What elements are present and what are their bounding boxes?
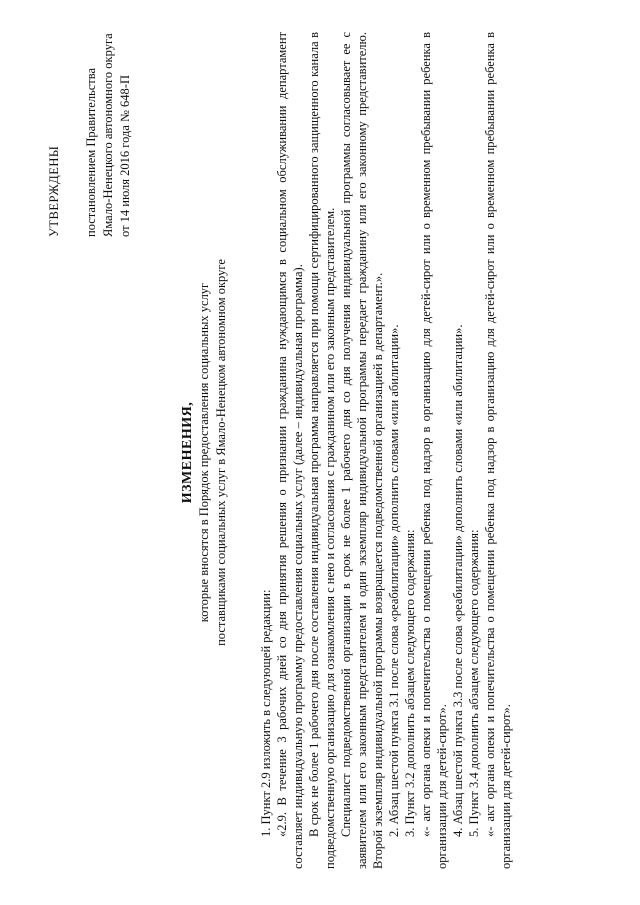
- document-subtitle-line-1: которые вносятся в Порядок предоставления социальных услуг: [197, 282, 211, 623]
- paragraph-5: 2. Абзац шестой пункта 3.1 после слова «реабилитации» дополнить словами «или абилитации».: [387, 324, 401, 837]
- approval-line-1: постановлением Правительства: [84, 67, 98, 237]
- document-title: ИЗМЕНЕНИЯ,: [180, 401, 195, 504]
- paragraph-3: В срок не более 1 рабочего дня после составления индивидуальная программа направляется при помощи сертифицированного защищенного канала в подведомственную организацию для ознакомления с нею и согласования с гражданином или его законным представителем.: [307, 32, 337, 869]
- document-subtitle-line-2: поставщиками социальных услуг в Ямало-Ненецком автономном округе: [214, 259, 228, 646]
- document-heading: [180, 0, 230, 905]
- paragraph-6: 3. Пункт 3.2 дополнить абзацем следующего содержания:: [403, 529, 417, 837]
- approval-line-3: от 14 июля 2016 года № 648-П: [118, 75, 132, 237]
- paragraph-7: «- акт органа опеки и попечительства о помещении ребенка под надзор в организацию для детей-сирот или о временном пребывании ребенка в организации для детей-сирот».: [419, 32, 449, 869]
- approval-title: УТВЕРЖДЕНЫ: [47, 145, 61, 237]
- paragraph-9: 5. Пункт 3.4 дополнить абзацем следующего содержания:: [467, 529, 481, 837]
- paragraph-8: 4. Абзац шестой пункта 3.3 после слова «реабилитации» дополнить словами «или абилитации».: [451, 324, 465, 837]
- paragraph-10: «- акт органа опеки и попечительства о помещении ребенка под надзор в организацию для детей-сирот или о временном пребывании ребенка в организации для детей-сирот».: [483, 32, 513, 869]
- paragraph-4: Специалист подведомственной организации в срок не более 1 рабочего дня со дня получения индивидуальной программы согласовывает ее с заявителем или его законным представителем и один экземпляр индивидуальной программы передает гражданину или его законному представителю. Второй экземпляр индивидуальной программы возвращается подведомственной организацией в департамент.».: [339, 32, 385, 869]
- approval-stamp: [46, 7, 134, 237]
- paragraph-2: «2.9. В течение 3 рабочих дней со дня принятия решения о признании гражданина нуждающимся в социальном обслуживании департамент составляет индивидуальную программу предоставления социальных услуг (далее – индивидуальная программа).: [275, 32, 305, 869]
- document-body: [258, 32, 514, 869]
- paragraph-1: 1. Пункт 2.9 изложить в следующей редакции:: [259, 589, 273, 837]
- approval-line-2: Ямало-Ненецкого автономного округа: [101, 33, 115, 237]
